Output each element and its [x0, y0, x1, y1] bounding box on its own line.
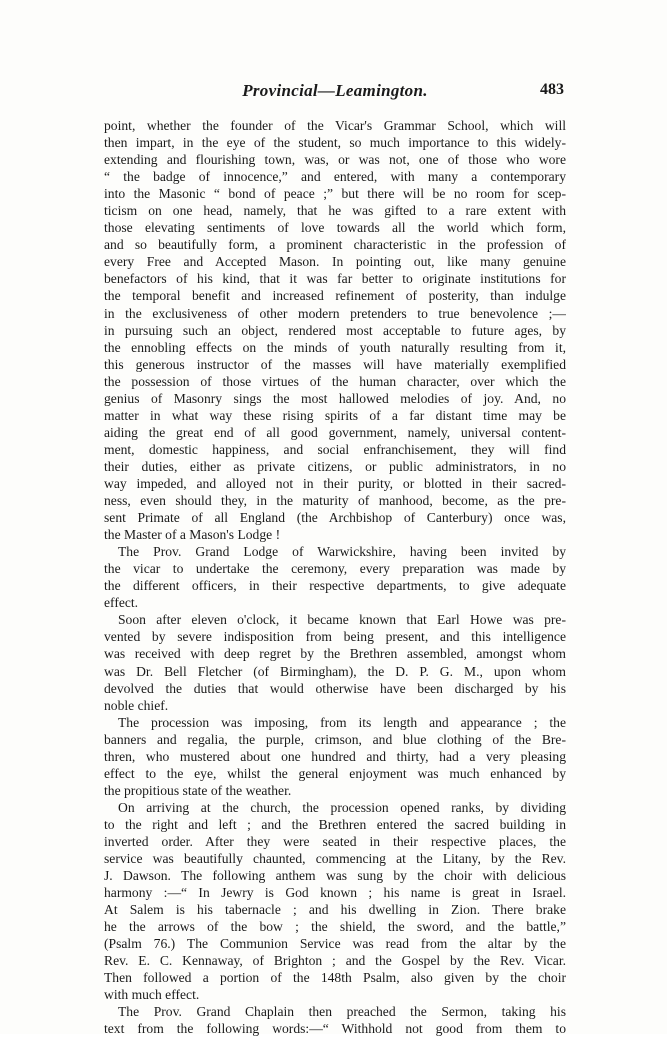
- text-line: “ the badge of innocence,” and entered, with many a contemporary: [104, 169, 566, 185]
- text-line: point, whether the founder of the Vicar's Grammar School, which will: [104, 118, 566, 133]
- text-line: their duties, either as private citizens, or public administrators, in no: [104, 458, 566, 474]
- text-line: harmony :—“ In Jewry is God known ; his name is great in Israel.: [104, 885, 566, 901]
- running-head: [104, 81, 566, 105]
- text-line: effect to the eye, whilst the general enjoyment was much enhanced by: [104, 765, 566, 781]
- text-line: this generous instructor of the masses will have materially exemplified: [104, 356, 566, 372]
- running-title: Provincial—Leamington.: [242, 81, 428, 100]
- text-line: vented by severe indisposition from being present, and this intelligence: [104, 629, 566, 645]
- text-line: Rev. E. C. Kennaway, of Brighton ; and the Gospel by the Rev. Vicar.: [104, 953, 566, 969]
- page-number: 483: [540, 81, 564, 98]
- text-line: was received with deep regret by the Brethren assembled, amongst whom: [104, 646, 566, 662]
- text-line: At Salem is his tabernacle ; and his dwelling in Zion. There brake: [104, 902, 566, 918]
- text-line: the different officers, in their respective departments, to give adequate: [104, 578, 566, 594]
- text-line: thren, who mustered about one hundred and thirty, had a very pleasing: [104, 748, 566, 764]
- text-line: then impart, in the eye of the student, so much importance to this widely-: [104, 135, 566, 151]
- text-line: way impeded, and alloyed not in their purity, or blotted in their sacred-: [104, 475, 566, 491]
- text-line: every Free and Accepted Mason. In pointing out, like many genuine: [104, 254, 566, 270]
- text-line: sent Primate of all England (the Archbishop of Canterbury) once was,: [104, 510, 566, 526]
- text-line: he the arrows of the bow ; the shield, the sword, and the battle,”: [104, 919, 566, 935]
- text-line: Soon after eleven o'clock, it became known that Earl Howe was pre-: [118, 612, 566, 628]
- text-line: extending and flourishing town, was, or was not, one of those who wore: [104, 152, 566, 168]
- text-line: the Master of a Mason's Lodge !: [104, 527, 281, 543]
- text-line: was Dr. Bell Fletcher (of Birmingham), the D. P. G. M., upon whom: [104, 663, 566, 679]
- text-line: matter in what way these rising spirits of a far distant time may be: [104, 407, 566, 423]
- text-line: Then followed a portion of the 148th Psalm, also given by the choir: [104, 970, 566, 986]
- body-text: [104, 117, 566, 1038]
- text-line: On arriving at the church, the procession opened ranks, by dividing: [118, 799, 566, 815]
- text-line: effect.: [104, 595, 139, 611]
- text-line: in pursuing such an object, rendered most acceptable to future ages, by: [104, 322, 566, 338]
- text-line: the vicar to undertake the ceremony, every preparation was made by: [104, 561, 566, 577]
- text-line: to the right and left ; and the Brethren entered the sacred building in: [104, 816, 566, 832]
- text-line: (Psalm 76.) The Communion Service was read from the altar by the: [104, 936, 566, 952]
- text-line: into the Masonic “ bond of peace ;” but there will be no room for scep-: [104, 186, 566, 202]
- text-line: service was beautifully chaunted, commencing at the Litany, by the Rev.: [104, 851, 566, 867]
- text-line: ticism on one head, namely, that he was gifted to a rare extent with: [104, 203, 566, 219]
- text-line: the possession of those virtues of the human character, over which the: [104, 373, 566, 389]
- text-line: the propitious state of the weather.: [104, 782, 292, 798]
- text-line: The Prov. Grand Lodge of Warwickshire, having been invited by: [118, 544, 566, 560]
- text-line: with much effect.: [104, 987, 200, 1003]
- text-line: banners and regalia, the purple, crimson, and blue clothing of the Bre-: [104, 731, 566, 747]
- text-line: text from the following words:—“ Withhold not good from them to: [104, 1021, 566, 1037]
- text-line: The Prov. Grand Chaplain then preached the Sermon, taking his: [118, 1004, 566, 1020]
- text-line: The procession was imposing, from its length and appearance ; the: [118, 714, 566, 730]
- text-line: those elevating sentiments of love towards all the world which form,: [104, 220, 566, 236]
- text-line: ment, domestic happiness, and social enfranchisement, they will find: [104, 441, 566, 457]
- text-line: noble chief.: [104, 697, 169, 713]
- text-line: benefactors of his kind, that it was far better to originate institutions for: [104, 271, 566, 287]
- text-line: J. Dawson. The following anthem was sung by the choir with delicious: [104, 868, 566, 884]
- text-line: and so beautifully form, a prominent characteristic in the profession of: [104, 237, 566, 253]
- text-line: devolved the duties that would otherwise have been discharged by his: [104, 680, 566, 696]
- text-line: aiding the great end of all good government, namely, universal content-: [104, 424, 566, 440]
- text-line: genius of Masonry sings the most hallowed melodies of joy. And, no: [104, 390, 566, 406]
- text-line: the temporal benefit and increased refinement of posterity, than indulge: [104, 288, 566, 304]
- text-line: in the exclusiveness of other modern pretenders to true benevolence ;—: [104, 305, 566, 321]
- text-line: the ennobling effects on the minds of youth naturally resulting from it,: [104, 339, 566, 355]
- text-line: inverted order. After they were seated in their respective places, the: [104, 833, 566, 849]
- text-line: ness, even should they, in the maturity of manhood, become, as the pre-: [104, 493, 566, 509]
